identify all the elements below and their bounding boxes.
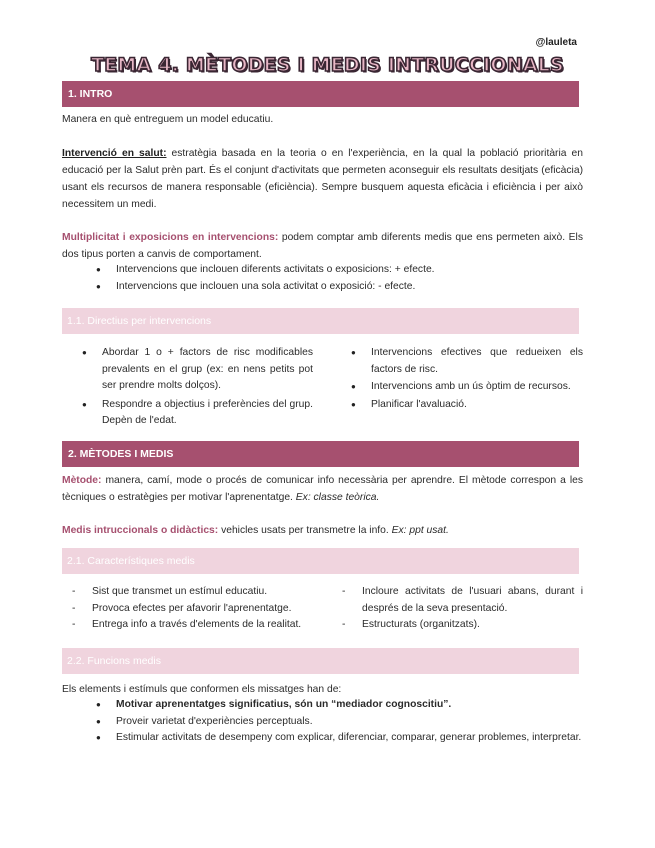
list-item: - Entrega info a través d'elements de la realitat.: [92, 617, 320, 634]
paragraph-intervencio: [62, 145, 583, 213]
term-metode: Mètode:: [62, 475, 102, 486]
list-item: ● Abordar 1 o + factors de risc modificables prevalents en el grup (ex: en nens petits pot ser prendre molts dolços).: [102, 345, 313, 395]
paragraph-funcions-intro: Els elements i estímuls que conformen els missatges han de:: [62, 684, 342, 695]
section-header-intro: 1. INTRO: [62, 81, 579, 107]
term-multiplicitat: Multiplicitat i exposicions en intervencions:: [62, 232, 279, 243]
subsection-header-funcions: 2.2. Funcions medis: [62, 648, 579, 674]
text-metode: manera, camí, mode o procés de comunicar info necessària per aprendre. El mètode correspon a les tècniques o estratègies per motivar l'aprenentatge.: [62, 475, 583, 503]
list-item: ● Intervencions amb un ús òptim de recursos.: [371, 379, 583, 396]
list-item: ● Intervencions que inclouen una sola activitat o exposició: - efecte.: [116, 279, 576, 296]
list-item: ● Estimular activitats de desempeny com explicar, diferenciar, comparar, generar problemes, interpretar.: [116, 730, 583, 747]
list-item: - Estructurats (organitzats).: [362, 617, 583, 634]
list-item: - Incloure activitats de l'usuari abans, durant i després de la seva presentació.: [362, 584, 583, 617]
example-metode: Ex: classe teòrica.: [295, 492, 380, 503]
section-header-metodes: 2. MÈTODES I MEDIS: [62, 441, 579, 467]
author-handle: @lauleta: [535, 37, 577, 48]
list-item: - Sist que transmet un estímul educatiu.: [92, 584, 320, 601]
directius-left-list: [102, 345, 313, 430]
term-medis: Medis intruccionals o didàctics:: [62, 525, 219, 536]
subsection-header-caracteristiques: 2.1. Característiques medis: [62, 548, 579, 574]
text-medis: vehicles usats per transmetre la info.: [218, 525, 392, 536]
list-item: ● Planificar l'avaluació.: [371, 397, 583, 414]
caracteristiques-right-list: [362, 584, 583, 634]
example-medis: Ex: ppt usat.: [391, 525, 449, 536]
list-item: ● Respondre a objectius i preferències del grup. Depèn de l'edat.: [102, 397, 313, 430]
text-multiplicitat: podem comptar amb diferents medis que ens permeten això. Els dos tipus porten a canvis de comportament.: [62, 232, 583, 260]
bullet-list-intervencions: [116, 262, 576, 295]
text-intervencio: estratègia basada en la teoria o en l'experiència, en la qual la població prioritària en educació per la Salut prèn part. És el conjunt d'activitats que permeten aconseguir els resultats desitjats (eficàcia) usant els recursos de manera responsable (eficiència). Sempre busquem aquesta eficàcia i eficiència i per això necessitem un medi.: [62, 148, 583, 210]
paragraph-metode: [62, 472, 583, 506]
page-title: TEMA 4. MÈTODES I MEDIS INTRUCCIONALS: [91, 54, 564, 76]
directius-right-list: [371, 345, 583, 413]
paragraph-multiplicitat: [62, 229, 583, 263]
caracteristiques-left-list: [92, 584, 320, 634]
funcions-bullet-list: [116, 697, 583, 747]
list-item: - Provoca efectes per afavorir l'aprenentatge.: [92, 601, 320, 618]
list-item: ● Intervencions que inclouen diferents activitats o exposicions: + efecte.: [116, 262, 576, 279]
list-item: ● Proveir varietat d'experiències perceptuals.: [116, 714, 583, 731]
list-item: ● Intervencions efectives que redueixen els factors de risc.: [371, 345, 583, 378]
subsection-header-directius: 1.1. Directius per intervencions: [62, 308, 579, 334]
paragraph-intro: Manera en què entreguem un model educatiu.: [62, 114, 274, 125]
paragraph-medis: [62, 522, 583, 539]
list-item: ● Motivar aprenentatges significatius, són un “mediador cognoscitiu”.: [116, 697, 583, 714]
term-intervencio: Intervenció en salut:: [62, 148, 167, 159]
